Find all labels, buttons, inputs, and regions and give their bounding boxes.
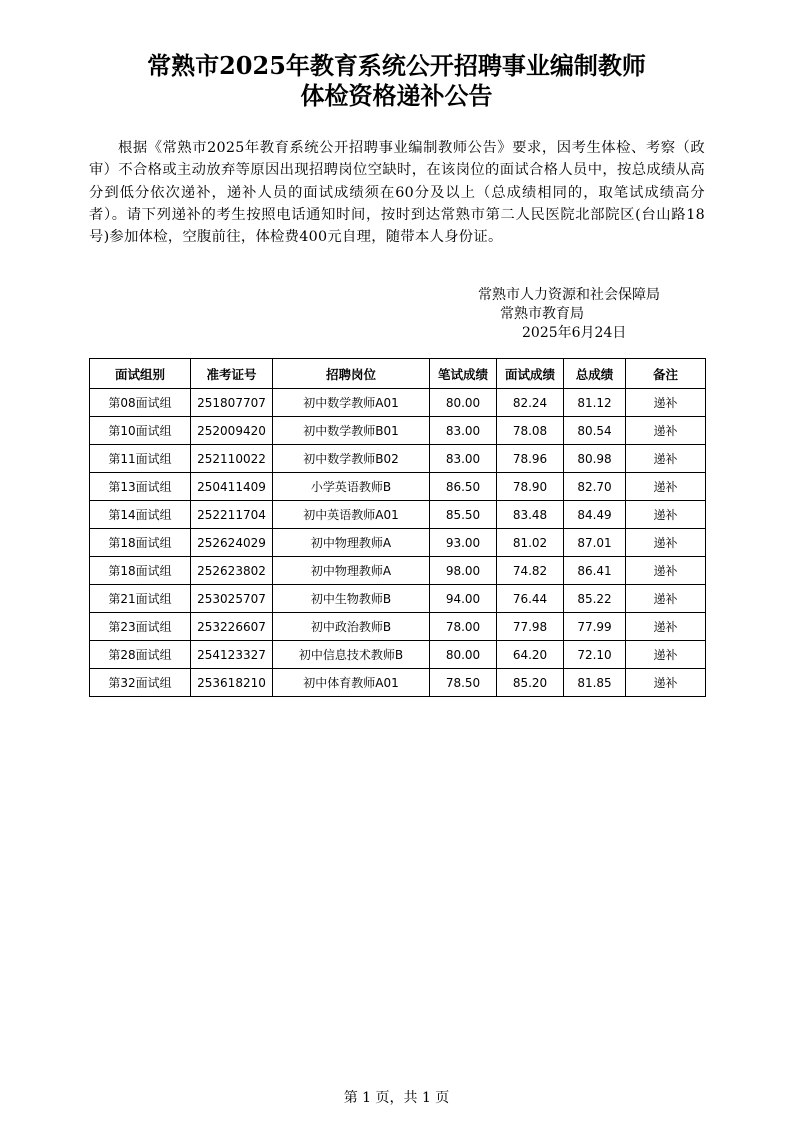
cell-remark: 递补	[626, 585, 706, 613]
cell-written: 80.00	[430, 389, 497, 417]
cell-group: 第23面试组	[90, 613, 191, 641]
cell-written: 85.50	[430, 501, 497, 529]
cell-ticket: 252624029	[191, 529, 273, 557]
cell-total: 80.54	[564, 417, 626, 445]
cell-ticket: 253025707	[191, 585, 273, 613]
cell-remark: 递补	[626, 669, 706, 697]
announcement-body: 根据《常熟市2025年教育系统公开招聘事业编制教师公告》要求，因考生体检、考察（政审）不合格或主动放弃等原因出现招聘岗位空缺时，在该岗位的面试合格人员中，按总成绩从高分到低分依次递补，递补人员的面试成绩须在60分及以上（总成绩相同的，取笔试成绩高分者）。请下列递补的考生按照电话通知时间，按时到达常熟市第二人民医院北部院区(台山路18号)参加体检，空腹前往，体检费400元自理，随带本人身份证。	[89, 140, 705, 246]
table-row	[90, 473, 706, 501]
cell-interview: 83.48	[497, 501, 564, 529]
page-title-line1: 常熟市2025年教育系统公开招聘事业编制教师	[147, 51, 646, 80]
cell-interview: 78.08	[497, 417, 564, 445]
cell-ticket: 251807707	[191, 389, 273, 417]
cell-interview: 82.24	[497, 389, 564, 417]
cell-ticket: 253618210	[191, 669, 273, 697]
table-row	[90, 389, 706, 417]
cell-total: 81.12	[564, 389, 626, 417]
cell-total: 85.22	[564, 585, 626, 613]
cell-group: 第13面试组	[90, 473, 191, 501]
cell-position: 初中信息技术教师B	[273, 641, 430, 669]
table-body	[90, 389, 706, 697]
cell-group: 第32面试组	[90, 669, 191, 697]
table-row	[90, 641, 706, 669]
cell-total: 72.10	[564, 641, 626, 669]
cell-ticket: 250411409	[191, 473, 273, 501]
column-header-position: 招聘岗位	[273, 359, 430, 389]
table-row	[90, 417, 706, 445]
page-title-line2: 体检资格递补公告	[300, 81, 493, 110]
cell-written: 83.00	[430, 417, 497, 445]
cell-interview: 74.82	[497, 557, 564, 585]
cell-group: 第18面试组	[90, 557, 191, 585]
table-row	[90, 445, 706, 473]
candidates-table	[89, 358, 706, 697]
table-row	[90, 669, 706, 697]
cell-interview: 76.44	[497, 585, 564, 613]
cell-written: 94.00	[430, 585, 497, 613]
table-row	[90, 613, 706, 641]
column-header-group: 面试组别	[90, 359, 191, 389]
cell-interview: 78.96	[497, 445, 564, 473]
column-header-remark: 备注	[626, 359, 706, 389]
cell-remark: 递补	[626, 389, 706, 417]
cell-interview: 77.98	[497, 613, 564, 641]
signature-date: 2025年6月24日	[522, 325, 627, 341]
cell-position: 初中体育教师A01	[273, 669, 430, 697]
cell-position: 初中物理教师A	[273, 529, 430, 557]
table-row	[90, 585, 706, 613]
cell-group: 第11面试组	[90, 445, 191, 473]
cell-interview: 78.90	[497, 473, 564, 501]
cell-group: 第10面试组	[90, 417, 191, 445]
column-header-total: 总成绩	[564, 359, 626, 389]
cell-position: 初中数学教师A01	[273, 389, 430, 417]
cell-total: 82.70	[564, 473, 626, 501]
table-row	[90, 501, 706, 529]
cell-total: 84.49	[564, 501, 626, 529]
cell-remark: 递补	[626, 417, 706, 445]
cell-total: 86.41	[564, 557, 626, 585]
cell-remark: 递补	[626, 529, 706, 557]
cell-position: 初中英语教师A01	[273, 501, 430, 529]
table-header-row	[90, 359, 706, 389]
cell-group: 第08面试组	[90, 389, 191, 417]
table-row	[90, 529, 706, 557]
cell-group: 第21面试组	[90, 585, 191, 613]
cell-group: 第18面试组	[90, 529, 191, 557]
cell-ticket: 252211704	[191, 501, 273, 529]
cell-written: 93.00	[430, 529, 497, 557]
cell-position: 初中生物教师B	[273, 585, 430, 613]
column-header-written: 笔试成绩	[430, 359, 497, 389]
cell-group: 第14面试组	[90, 501, 191, 529]
cell-remark: 递补	[626, 557, 706, 585]
cell-interview: 81.02	[497, 529, 564, 557]
cell-remark: 递补	[626, 445, 706, 473]
cell-position: 初中数学教师B01	[273, 417, 430, 445]
cell-written: 86.50	[430, 473, 497, 501]
cell-remark: 递补	[626, 641, 706, 669]
cell-position: 小学英语教师B	[273, 473, 430, 501]
cell-total: 87.01	[564, 529, 626, 557]
cell-ticket: 253226607	[191, 613, 273, 641]
cell-total: 81.85	[564, 669, 626, 697]
signature-org-hrss: 常熟市人力资源和社会保障局	[478, 287, 660, 303]
cell-written: 83.00	[430, 445, 497, 473]
cell-written: 80.00	[430, 641, 497, 669]
cell-remark: 递补	[626, 613, 706, 641]
cell-interview: 64.20	[497, 641, 564, 669]
cell-group: 第28面试组	[90, 641, 191, 669]
table-row	[90, 557, 706, 585]
cell-position: 初中物理教师A	[273, 557, 430, 585]
column-header-interview: 面试成绩	[497, 359, 564, 389]
cell-written: 78.50	[430, 669, 497, 697]
cell-total: 80.98	[564, 445, 626, 473]
cell-position: 初中数学教师B02	[273, 445, 430, 473]
cell-written: 78.00	[430, 613, 497, 641]
cell-interview: 85.20	[497, 669, 564, 697]
cell-remark: 递补	[626, 501, 706, 529]
cell-ticket: 252623802	[191, 557, 273, 585]
cell-position: 初中政治教师B	[273, 613, 430, 641]
cell-remark: 递补	[626, 473, 706, 501]
column-header-ticket: 准考证号	[191, 359, 273, 389]
cell-ticket: 252110022	[191, 445, 273, 473]
signature-org-education: 常熟市教育局	[500, 306, 584, 322]
cell-written: 98.00	[430, 557, 497, 585]
cell-ticket: 252009420	[191, 417, 273, 445]
cell-total: 77.99	[564, 613, 626, 641]
page-footer: 第 1 页，共 1 页	[343, 1090, 450, 1106]
cell-ticket: 254123327	[191, 641, 273, 669]
